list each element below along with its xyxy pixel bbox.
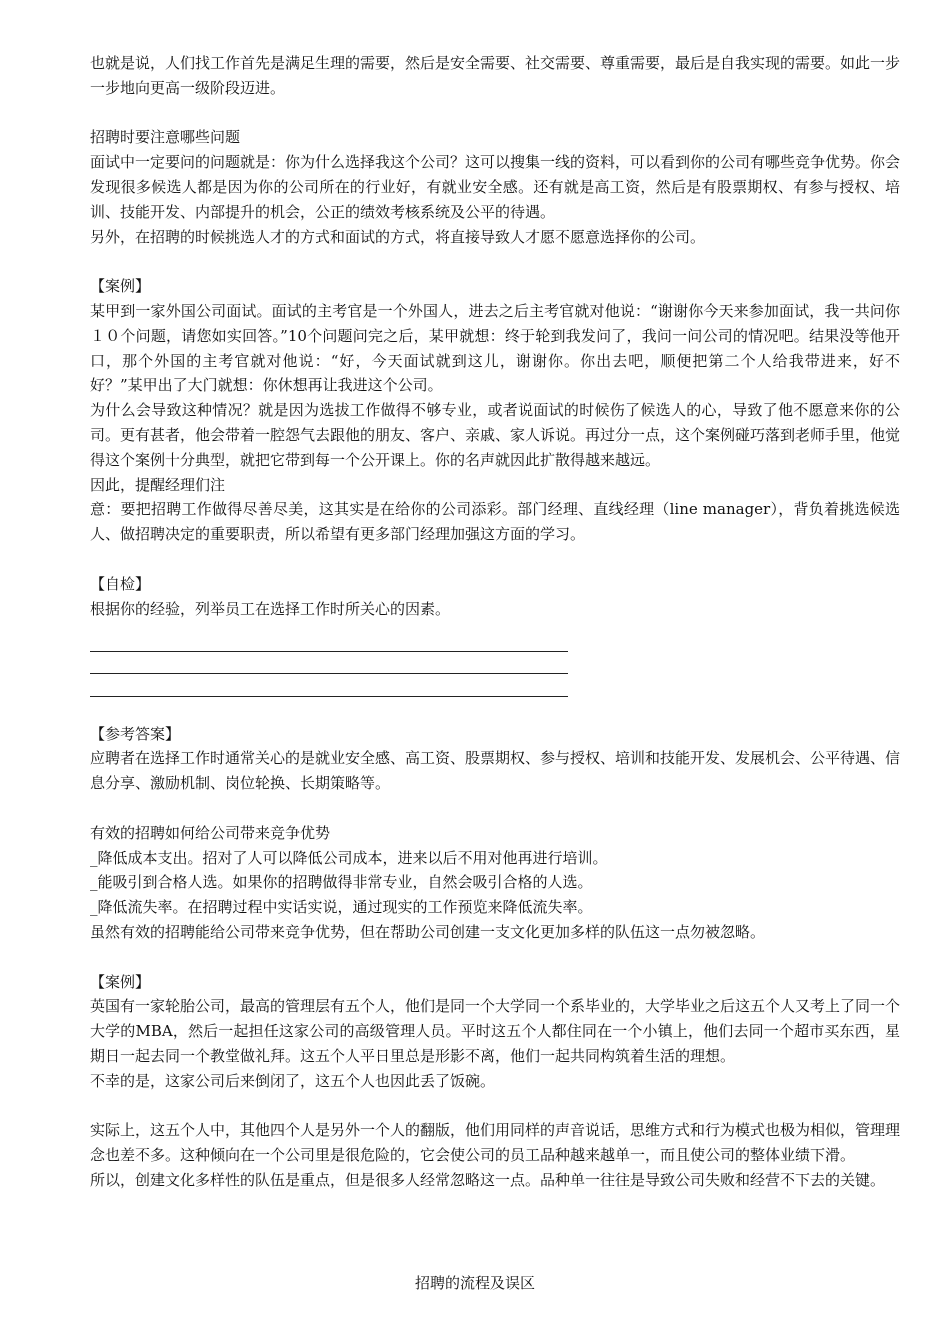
- spacer: [90, 796, 900, 821]
- selfcheck-heading: 【自检】: [90, 574, 151, 593]
- spacer: [90, 1094, 900, 1119]
- advantage-item: _能吸引到合格人选。如果你的招聘做得非常专业，自然会吸引合格的人选。: [90, 873, 593, 892]
- spacer: [90, 101, 900, 126]
- spacer: [90, 249, 900, 274]
- paragraph-case1-story: 某甲到一家外国公司面试。面试的主考官是一个外国人，进去之后主考官就对他说：“谢谢你今天来参加面试，我一共问你１０个问题，请您如实回答。”10个问题问完之后，某甲就想：终于轮到我发问了，我问一问公司的情况吧。结果没等他开口，那个外国的主考官就对他说：“好，今天面试就到这儿，谢谢你。你出去吧，顺便把第二个人给我带进来，好不好？”某甲出了大门就想：你休想再让我进这个公司。: [90, 301, 900, 395]
- spacer: [90, 697, 900, 722]
- paragraph-case2-outcome: 不幸的是，这家公司后来倒闭了，这五个人也因此丢了饭碗。: [90, 1071, 496, 1090]
- advantage-item: _降低成本支出。招对了人可以降低公司成本，进来以后不用对他再进行培训。: [90, 848, 608, 867]
- paragraph-case1-reminder: 因此，提醒经理们注: [90, 475, 226, 494]
- answer-heading: 【参考答案】: [90, 724, 181, 743]
- paragraph-case2-story: 英国有一家轮胎公司，最高的管理层有五个人，他们是同一个大学同一个系毕业的，大学毕业之后这五个人又考上了同一个大学的MBA，然后一起担任这家公司的高级管理人员。平时这五个人都住同在一个小镇上，他们去同一个超市买东西，星期日一起去同一个教堂做礼拜。这五个人平日里总是形影不离，他们一起共同构筑着生活的理想。: [90, 997, 901, 1065]
- paragraph-case2-analysis: 实际上，这五个人中，其他四个人是另外一个人的翻版，他们用同样的声音说话，思维方式和行为模式也极为相似，管理理念也差不多。这种倾向在一个公司里是很危险的，它会使公司的员工品种越来越单一，而且使公司的整体业绩下滑。: [90, 1121, 901, 1165]
- answer-blank-lines: [90, 629, 900, 697]
- answer-blank-line[interactable]: [90, 674, 568, 697]
- case-heading: 【案例】: [90, 277, 151, 296]
- paragraph-case1-note: 意：要把招聘工作做得尽善尽美，这其实是在给你的公司添彩。部门经理、直线经理（line manager），背负着挑选候选人、做招聘决定的重要职责，所以希望有更多部门经理加强这方面的学习。: [90, 500, 900, 544]
- footer-section-title: 招聘的流程及误区: [414, 1274, 535, 1292]
- case-heading: 【案例】: [90, 972, 151, 991]
- section-heading-advantage: 有效的招聘如何给公司带来竞争优势: [90, 823, 331, 842]
- section-heading-interview: 招聘时要注意哪些问题: [90, 128, 241, 147]
- paragraph-advantage-summary: 虽然有效的招聘能给公司带来竞争优势，但在帮助公司创建一支文化更加多样的队伍这一点勿被忽略。: [90, 923, 766, 941]
- advantage-item: _降低流失率。在招聘过程中实话实说，通过现实的工作预览来降低流失率。: [90, 898, 593, 917]
- paragraph-case1-analysis: 为什么会导致这种情况？就是因为选拔工作做得不够专业，或者说面试的时候伤了候选人的心，导致了他不愿意来你的公司。更有甚者，他会带着一腔怨气去跟他的朋友、客户、亲戚、家人诉说。再过分一点，这个案例碰巧落到老师手里，他觉得这个案例十分典型，就把它带到每一个公开课上。你的名声就因此扩散得越来越远。: [90, 401, 901, 469]
- answer-blank-line[interactable]: [90, 652, 568, 675]
- paragraph-needs-hierarchy: 也就是说，人们找工作首先是满足生理的需要，然后是安全需要、社交需要、尊重需要，最后是自我实现的需要。如此一步一步地向更高一级阶段迈进。: [90, 54, 901, 97]
- answer-blank-line[interactable]: [90, 629, 568, 652]
- paragraph-interview-question: 面试中一定要问的问题就是：你为什么选择我这个公司？这可以搜集一线的资料，可以看到你的公司有哪些竞争优势。你会发现很多候选人都是因为你的公司所在的行业好，有就业安全感。还有就是高工资，然后是有股票期权、有参与授权、培训、技能开发、内部提升的机会，公正的绩效考核系统及公平的待遇。: [90, 153, 901, 221]
- selfcheck-prompt: 根据你的经验，列举员工在选择工作时所关心的因素。: [90, 599, 451, 618]
- spacer: [90, 945, 900, 970]
- spacer: [90, 547, 900, 572]
- paragraph-interview-method: 另外，在招聘的时候挑选人才的方式和面试的方式，将直接导致人才愿不愿意选择你的公司。: [90, 227, 706, 246]
- paragraph-case2-conclusion: 所以，创建文化多样性的队伍是重点，但是很多人经常忽略这一点。品种单一往往是导致公司失败和经营不下去的关键。: [90, 1170, 886, 1189]
- paragraph-answer: 应聘者在选择工作时通常关心的是就业安全感、高工资、股票期权、参与授权、培训和技能开发、发展机会、公平待遇、信息分享、激励机制、岗位轮换、长期策略等。: [90, 749, 901, 793]
